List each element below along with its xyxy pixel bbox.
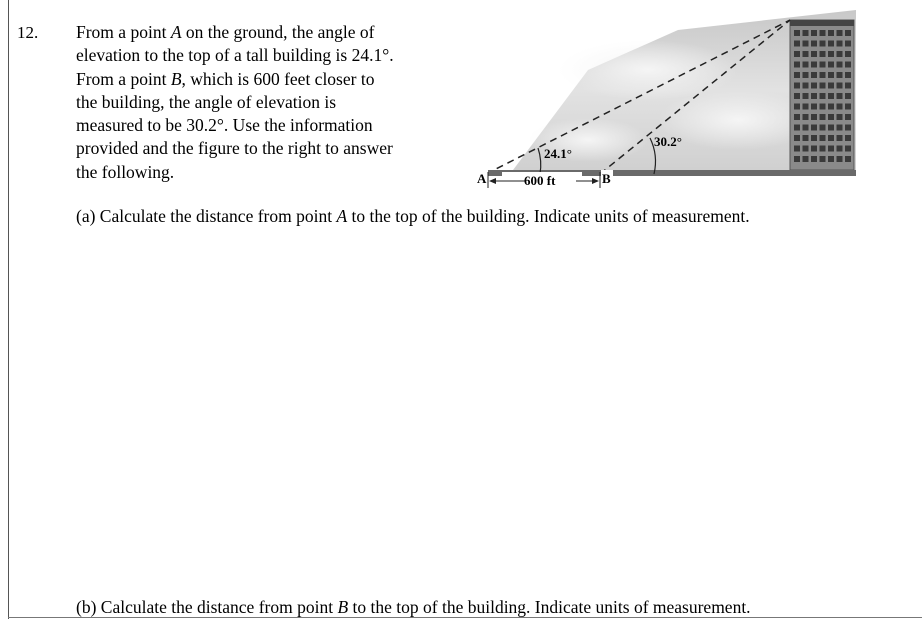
figure-svg [468, 10, 860, 190]
building-window [837, 41, 843, 47]
building-window [794, 146, 800, 152]
part-a-question: (a) Calculate the distance from point A to the top of the building. Indicate units of measurement. [76, 206, 750, 226]
building-window [794, 114, 800, 120]
building-window [837, 30, 843, 36]
building-window [828, 51, 834, 57]
building-window [828, 135, 834, 141]
building-window [803, 156, 809, 162]
building-window [811, 104, 817, 110]
building-window [820, 62, 826, 68]
building-window [794, 156, 800, 162]
building-window [820, 104, 826, 110]
building-window [828, 146, 834, 152]
building-window [811, 125, 817, 131]
building-window [820, 156, 826, 162]
building-window [803, 72, 809, 78]
building-window [837, 114, 843, 120]
prompt-line: From a point B, which is 600 feet closer to [76, 68, 375, 89]
building-window [820, 72, 826, 78]
part-b-question: (b) Calculate the distance from point B to the top of the building. Indicate units of measurement. [76, 597, 751, 617]
building-window [820, 114, 826, 120]
building-window [803, 93, 809, 99]
arrowhead-right [592, 178, 599, 184]
building-window [811, 146, 817, 152]
building-window [820, 41, 826, 47]
building-window [837, 62, 843, 68]
building-window [811, 83, 817, 89]
building-window [828, 30, 834, 36]
building-window [828, 93, 834, 99]
building-window [828, 62, 834, 68]
building-window [803, 125, 809, 131]
building-window [803, 83, 809, 89]
building-window [828, 72, 834, 78]
building-window [794, 30, 800, 36]
distance-label: 600 ft [524, 173, 556, 188]
building-window [803, 62, 809, 68]
prompt-line: the building, the angle of elevation is [76, 91, 337, 112]
building-window [794, 104, 800, 110]
building-window [820, 83, 826, 89]
building-window [803, 114, 809, 120]
building-window [794, 62, 800, 68]
building-window [811, 72, 817, 78]
building [790, 20, 854, 170]
question-prompt [76, 21, 476, 184]
point-b-label: B [602, 171, 611, 186]
building-window [845, 41, 851, 47]
building-window [845, 62, 851, 68]
building-window [803, 135, 809, 141]
building-window [845, 114, 851, 120]
building-window [820, 93, 826, 99]
building-window [845, 51, 851, 57]
building-window [820, 135, 826, 141]
building-window [828, 83, 834, 89]
question-number: 12. [17, 23, 39, 42]
building-window [803, 146, 809, 152]
cloud [558, 40, 738, 100]
prompt-line: measured to be 30.2°. Use the information [76, 115, 373, 136]
building-window [837, 135, 843, 141]
building-window [803, 30, 809, 36]
page-frame-left-border [8, 0, 9, 619]
building-window [811, 114, 817, 120]
building-window [845, 135, 851, 141]
building-window [837, 104, 843, 110]
building-window [828, 125, 834, 131]
building-window [803, 104, 809, 110]
building-window [845, 83, 851, 89]
point-a-label: A [477, 171, 487, 186]
building-window [794, 72, 800, 78]
building-window [837, 146, 843, 152]
building-window [837, 72, 843, 78]
building-window [837, 125, 843, 131]
building-window [820, 146, 826, 152]
building-window [794, 83, 800, 89]
building-window [794, 51, 800, 57]
building-window [820, 125, 826, 131]
building-window [811, 62, 817, 68]
building-window [845, 93, 851, 99]
building-window [803, 51, 809, 57]
angle-a-label: 24.1° [544, 146, 572, 161]
building-window [794, 93, 800, 99]
prompt-line: provided and the figure to the right to answer [76, 138, 393, 159]
building-window [828, 114, 834, 120]
building-window [794, 41, 800, 47]
building-window [828, 41, 834, 47]
building-window [845, 72, 851, 78]
building-window [794, 135, 800, 141]
building-window [828, 104, 834, 110]
prompt-line: From a point A on the ground, the angle of [76, 22, 375, 42]
building-window [837, 51, 843, 57]
building-window [845, 156, 851, 162]
building-window [837, 93, 843, 99]
prompt-line: the following. [76, 161, 175, 182]
prompt-line: elevation to the top of a tall building is 24.1°. [76, 45, 394, 66]
building-window [811, 41, 817, 47]
building-window [803, 41, 809, 47]
building-window [794, 125, 800, 131]
building-window [845, 146, 851, 152]
arrowhead-left [489, 178, 496, 184]
building-window [811, 30, 817, 36]
building-window [820, 51, 826, 57]
building-window [845, 30, 851, 36]
building-window [837, 156, 843, 162]
building-window [828, 156, 834, 162]
building-elevation-figure [468, 10, 860, 190]
building-window [845, 104, 851, 110]
angle-b-label: 30.2° [654, 134, 682, 149]
building-window [811, 135, 817, 141]
building-window [811, 93, 817, 99]
building-window [845, 125, 851, 131]
building-window [820, 30, 826, 36]
building-window [811, 51, 817, 57]
building-window [837, 83, 843, 89]
building-window [811, 156, 817, 162]
